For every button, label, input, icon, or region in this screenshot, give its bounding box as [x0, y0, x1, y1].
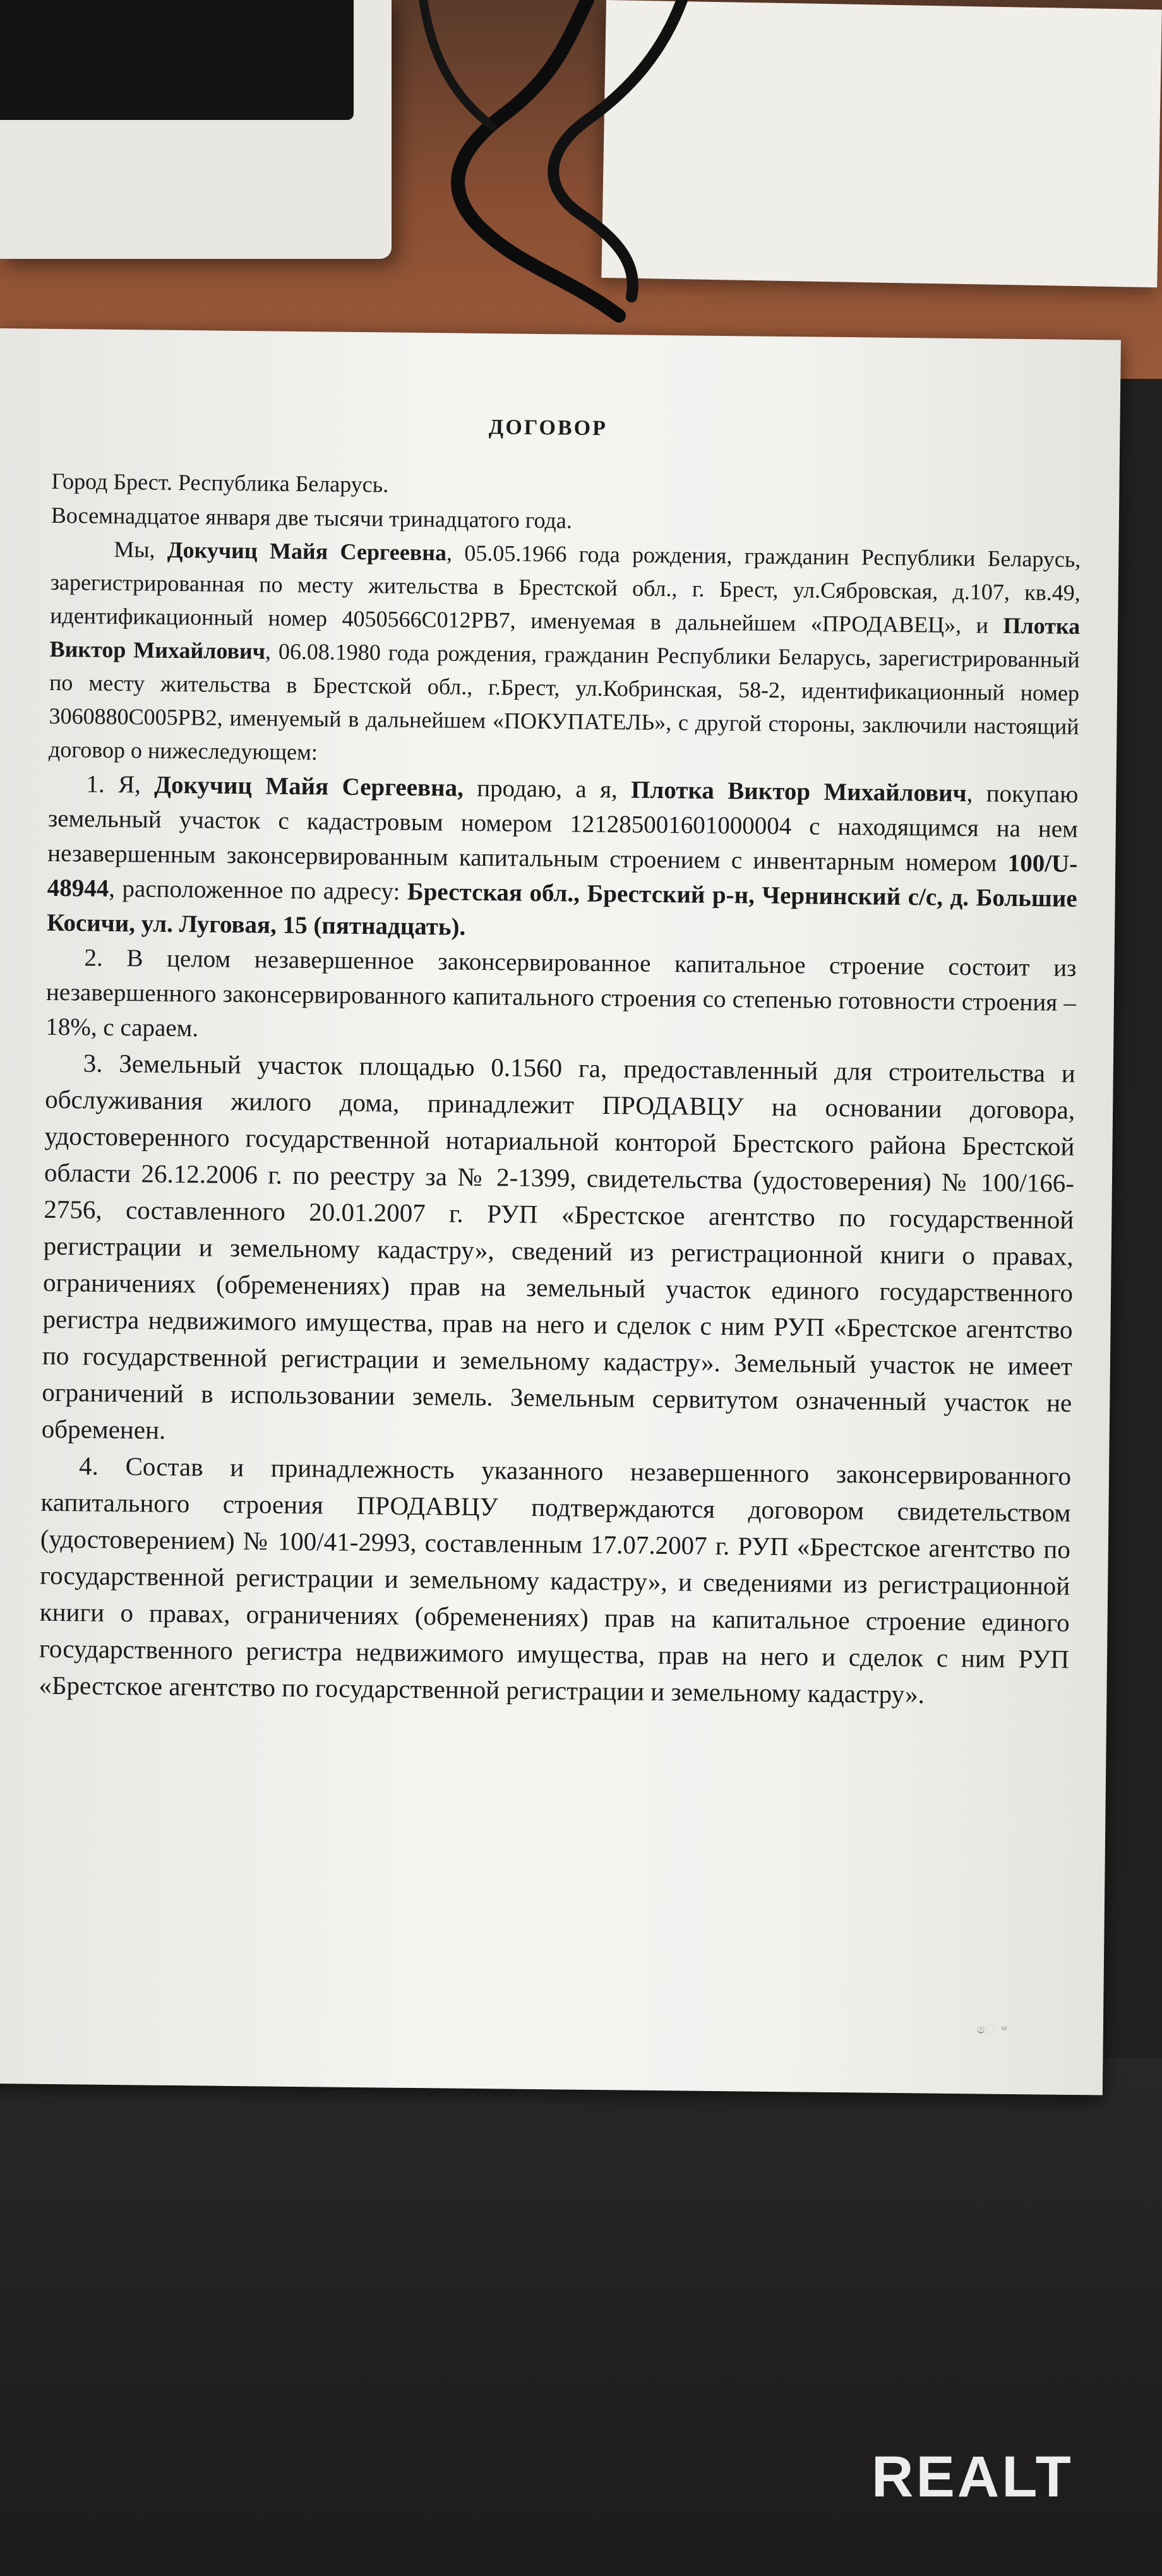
seller-name: Докучиц Майя Сергеевна — [167, 537, 447, 566]
clause-1-buyer-name: Плотка Виктор Михайлович — [630, 776, 967, 808]
property-address: Брестская обл., Брестский р-н, Чернинский с/с, д. Большие Косичи, ул. Луговая, 15 (пятнадцать). — [46, 878, 1077, 941]
realt-logo — [872, 2443, 1111, 2513]
clause-1 — [47, 766, 1079, 951]
intro-text-2: , 05.05.1966 года рождения, гражданин Республики Беларусь, зарегистрированная по месту жительства в Брестской обл., г. Брест, ул.Сябровская, д.107, кв.49, идентификационный номер 4050566С012РВ7, именуемая в дальнейшем «ПРОДАВЕЦ», и — [50, 540, 1081, 638]
clause-1-text-1: 1. Я, — [86, 770, 155, 799]
inventory-number: 100/U- 48944 — [47, 849, 1078, 902]
date-line: Восемнадцатое января две тысячи тринадцатого года. — [51, 502, 573, 534]
paper-smudge: ෙ ᵚ — [976, 2022, 1009, 2037]
clause-1-text-2: продаю, а я, — [463, 774, 632, 804]
clause-3: 3. Земельный участок площадью 0.1560 га, предоставленный для строительства и обслуживания жилого дома, принадлежит ПРОДАВЦУ на основании договора, удостоверенного государственной нотариальной конторой Брестского района Брестской области 26.12.2006 г. по реестру за № 2-1399, свидетельства (удостоверения) № 100/166-2756, составленного 20.01.2007 г. РУП «Брестское агентство по государственной регистрации и земельному кадастру», сведений из регистрационной книги о правах, ограничениях (обременениях) прав на земельный участок единого государственного регистра недвижимого имущества, прав на него и сделок с ним РУП «Брестское агентство по государственной регистрации и земельному кадастру». Земельный участок не имеет ограничений в использовании земель. Земельным сервитутом означенный участок не обременен. — [41, 1048, 1075, 1445]
realt-logo-text: REALT — [872, 2445, 1074, 2509]
buyer-name: Плотка Виктор Михайлович — [49, 612, 1081, 664]
document-title: ДОГОВОР — [488, 415, 608, 441]
clause-1-text-4: , расположенное по адресу: — [108, 874, 408, 905]
clause-1-seller-name: Докучиц Майя Сергеевна, — [154, 771, 464, 802]
parties-paragraph — [49, 532, 1081, 777]
clause-4: 4. Состав и принадлежность указанного незавершенного законсервированного капитального строения ПРОДАВЦУ подтверждаются договором свидетельством (удостоверением) № 100/41-2993, составленным 17.07.2007 г. РУП «Брестское агентство по государственной регистрации и земельному кадастру», и сведениями из регистрационной книги о правах, ограничениях (обременениях) прав на капитальное строение единого государственного регистра недвижимого имущества, прав на него и сделок с ним РУП «Брестское агентство по государственной регистрации и земельному кадастру». — [39, 1451, 1072, 1709]
clause-1-text-3: , покупаю земельный участок с кадастровым номером 121285001601000004 с находящимся на нем незавершенным законсервированным капитальным строением с инвентарным номером — [47, 780, 1079, 877]
black-cable — [0, 0, 1162, 379]
city-line: Город Брест. Республика Беларусь. — [51, 468, 389, 498]
clause-2: 2. В целом незавершенное законсервированное капитальное строение состоит из незавершенного законсервированного капитального строения со степенью готовности строения – 18%, с сараем. — [45, 944, 1077, 1042]
intro-text-3: , 06.08.1980 года рождения, гражданин Республики Беларусь, зарегистрированный по месту жительства в Брестской обл., г.Брест, ул.Кобринская, 58-2, идентификационный номер 3060880С005РВ2, именуемый в дальнейшем «ПОКУПАТЕЛЬ», с другой стороны, заключили настоящий договор о нижеследующем: — [48, 638, 1080, 765]
contract-page — [0, 328, 1121, 2095]
intro-text-1: Мы, — [114, 536, 168, 563]
